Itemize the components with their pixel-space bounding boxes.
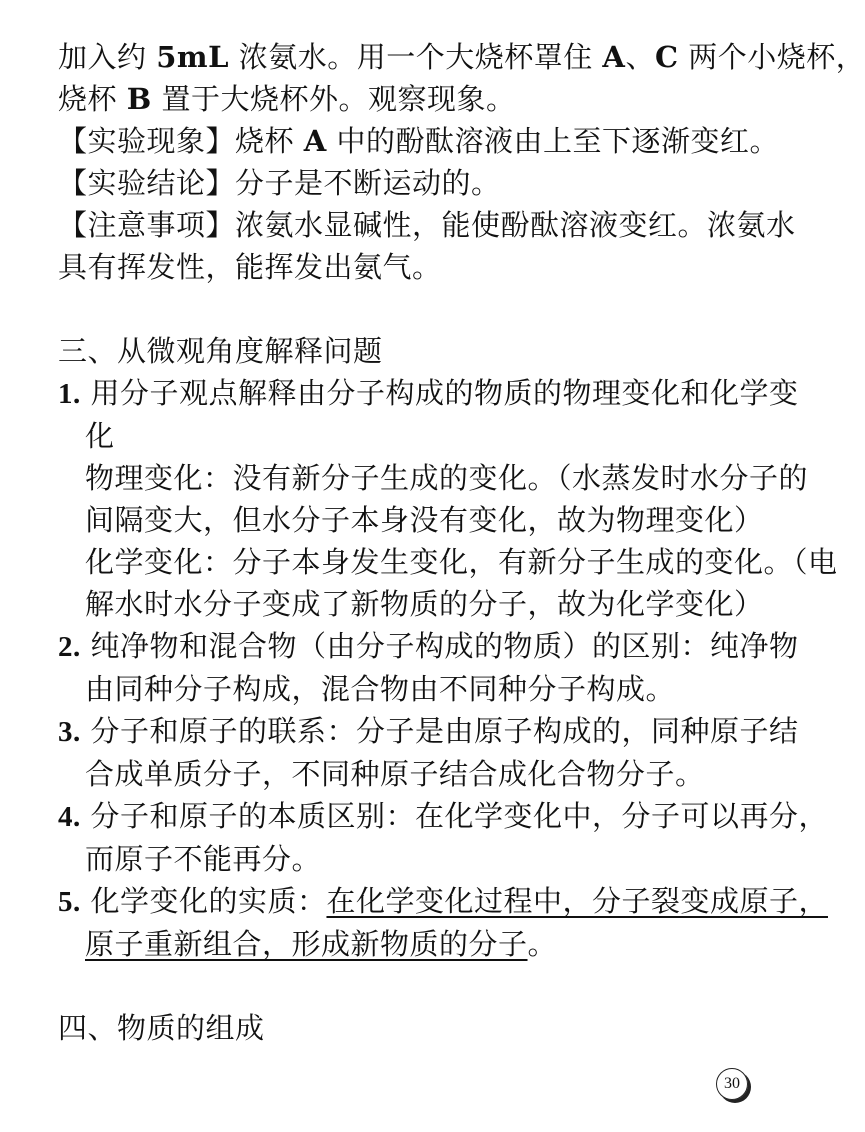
- list-item: [58, 795, 828, 838]
- item-text: 分子和原子的本质区别：在化学变化中，分子可以再分，: [80, 799, 828, 833]
- item-continuation: 合成单质分子，不同种原子结合成化合物分子。: [85, 757, 705, 791]
- item-continuation: 由同种分子构成，混合物由不同种分子构成。: [85, 672, 676, 706]
- item-continuation: [58, 923, 758, 965]
- text-span: 。: [527, 927, 558, 961]
- item-number: 3.: [58, 716, 81, 748]
- spacer: [58, 965, 758, 1007]
- item-text: 用分子观点解释由分子构成的物质的物理变化和化学变: [80, 376, 799, 410]
- beaker-label-b: B: [126, 82, 152, 116]
- text-span: 烧杯: [58, 82, 127, 116]
- text-span: 中的酚酞溶液由上至下逐渐变红。: [326, 124, 779, 158]
- item-continuation: 间隔变大，但水分子本身没有变化，故为物理变化）: [85, 503, 764, 537]
- text-span: 【实验现象】烧杯: [58, 124, 304, 158]
- item-continuation: 化学变化：分子本身发生变化，有新分子生成的变化。（电: [85, 545, 838, 579]
- underlined-text: 在化学变化过程中，分子裂变成原子，: [326, 884, 828, 918]
- list-item: [58, 372, 799, 415]
- page-number: 30: [716, 1068, 748, 1100]
- text-span: 浓氨水。用一个大烧杯罩住: [228, 40, 603, 74]
- experiment-notes-continued: 具有挥发性，能挥发出氨气。: [58, 250, 442, 284]
- list-item: [58, 625, 799, 668]
- item-continuation: 化: [85, 419, 115, 453]
- text-span: 置于大烧杯外。观察现象。: [151, 82, 516, 116]
- beaker-label-a: A: [602, 40, 626, 74]
- section-heading: 四、物质的组成: [58, 1011, 265, 1045]
- item-number: 4.: [58, 801, 81, 833]
- experiment-conclusion: 【实验结论】分子是不断运动的。: [58, 166, 501, 200]
- item-number: 5.: [58, 886, 81, 918]
- text-span: 加入约: [58, 40, 157, 74]
- item-continuation: 解水时水分子变成了新物质的分子，故为化学变化）: [85, 587, 764, 621]
- item-number: 1.: [58, 378, 81, 410]
- item-text: 分子和原子的联系：分子是由原子构成的，同种原子结: [80, 714, 799, 748]
- item-continuation: 而原子不能再分。: [85, 842, 322, 876]
- text-line: [58, 36, 865, 78]
- spacer: [58, 288, 758, 330]
- item-continuation: 物理变化：没有新分子生成的变化。（水蒸发时水分子的: [85, 461, 809, 495]
- text-span: 、: [625, 40, 655, 74]
- beaker-label-a: A: [303, 124, 327, 158]
- list-item: [58, 880, 828, 923]
- underlined-text: 原子重新组合，形成新物质的分子: [85, 927, 528, 961]
- experiment-phenomenon: [58, 120, 779, 162]
- list-item: [58, 710, 799, 753]
- item-text: 化学变化的实质：: [80, 884, 327, 918]
- section-heading: 三、从微观角度解释问题: [58, 334, 383, 368]
- text-line: [58, 78, 758, 120]
- item-number: 2.: [58, 631, 81, 663]
- item-text: 纯净物和混合物（由分子构成的物质）的区别：纯净物: [80, 629, 799, 663]
- document-page: [58, 36, 865, 1049]
- experiment-notes: 【注意事项】浓氨水显碱性，能使酚酞溶液变红。浓氨水: [58, 208, 796, 242]
- beaker-label-c: C: [654, 40, 679, 74]
- text-span: 两个小烧杯，: [678, 40, 865, 74]
- volume-value: 5mL: [156, 40, 229, 74]
